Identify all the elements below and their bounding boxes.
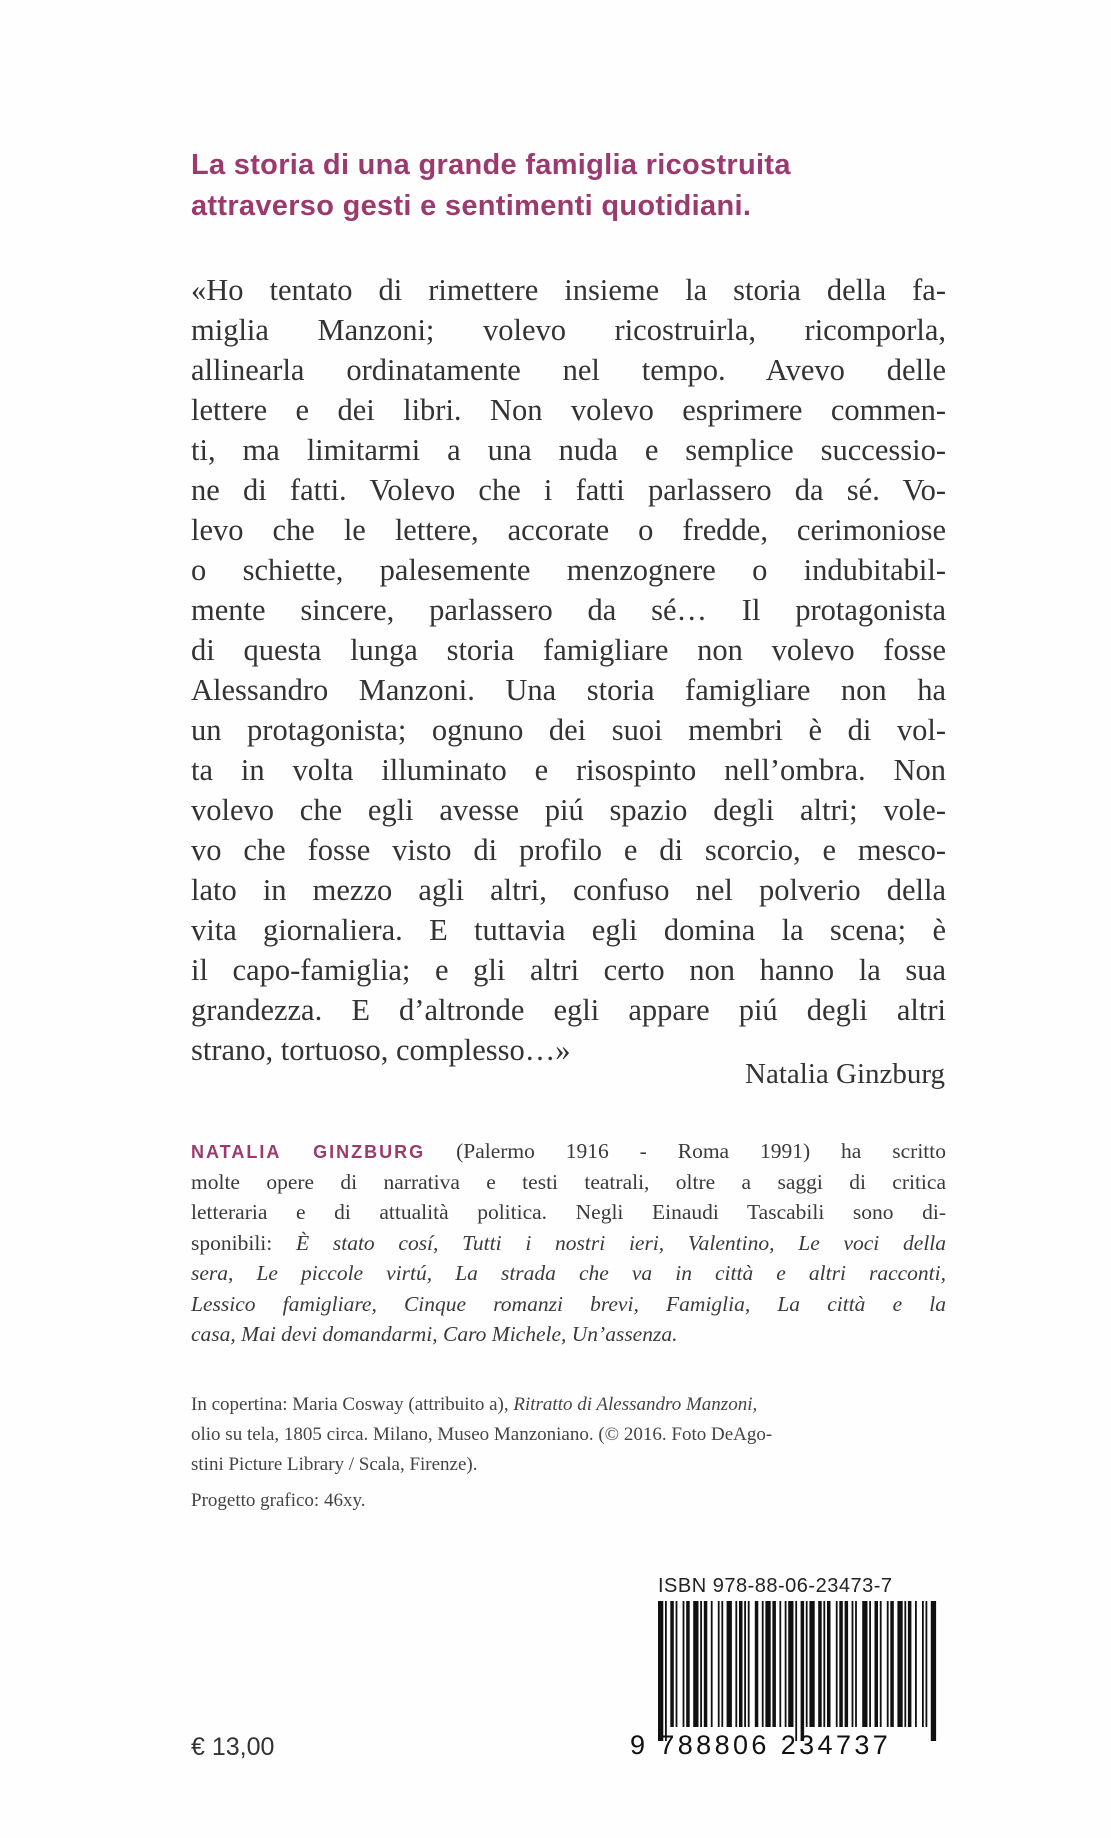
barcode-bar	[890, 1601, 894, 1727]
cover-credits	[191, 1390, 946, 1480]
quote-line: «Ho tentato di rimettere insieme la storia della fa-	[191, 273, 946, 307]
bio-titles: È stato cosí, Tutti i nostri ieri, Valentino, Le voci della	[295, 1230, 947, 1255]
barcode-bar	[915, 1601, 917, 1727]
barcode-bar	[670, 1601, 674, 1727]
quote-line: Alessandro Manzoni. Una storia famigliare non ha	[191, 673, 946, 707]
barcode-bar	[686, 1601, 690, 1727]
credit-line: stini Picture Library / Scala, Firenze).	[191, 1454, 478, 1475]
barcode-bar	[785, 1601, 787, 1727]
quote-line: strano, tortuoso, complesso…»	[191, 1033, 571, 1067]
graphic-design-credit: Progetto grafico: 46xy.	[191, 1490, 366, 1511]
quote-line: grandezza. E d’altronde egli appare piú degli altri	[191, 993, 946, 1027]
bio-dates: (Palermo 1916 - Roma 1991) ha scritto	[456, 1139, 946, 1163]
barcode-bar	[665, 1601, 667, 1741]
barcode-bar	[855, 1601, 857, 1727]
barcode-bar	[875, 1601, 879, 1727]
quote-line: vo che fosse visto di profilo e di scorcio, e mesco-	[191, 833, 946, 867]
barcode-bar	[658, 1601, 663, 1741]
barcode-bar	[683, 1601, 685, 1727]
barcode-bar	[818, 1601, 822, 1727]
barcode-bar	[765, 1601, 770, 1727]
barcode-bar	[836, 1601, 838, 1727]
bio-line	[191, 1319, 946, 1350]
barcode-bar	[887, 1601, 889, 1727]
barcode-bar	[755, 1601, 759, 1727]
bio-prefix: sponibili:	[191, 1230, 296, 1255]
bio-line	[191, 1289, 946, 1320]
bio-line	[191, 1136, 946, 1167]
credit-prefix: In copertina: Maria Cosway (attribuito a),	[191, 1394, 514, 1415]
bio-line	[191, 1258, 946, 1289]
barcode-bar	[880, 1601, 882, 1727]
barcode-bar	[801, 1601, 805, 1741]
quote-line: levo che le lettere, accorate o fredde, cerimoniose	[191, 513, 946, 547]
quote-line: mente sincere, parlassero da sé… Il protagonista	[191, 593, 946, 627]
barcode	[658, 1601, 940, 1741]
barcode-bar	[711, 1601, 713, 1727]
barcode-bar	[779, 1601, 781, 1727]
barcode-bar	[718, 1601, 720, 1727]
barcode-bar	[704, 1601, 708, 1727]
barcode-bar	[676, 1601, 678, 1727]
quote-signature: Natalia Ginzburg	[745, 1058, 945, 1090]
quote-line: lato in mezzo agli altri, confuso nel polverio della	[191, 873, 946, 907]
barcode-bar	[931, 1601, 936, 1741]
barcode-bar	[897, 1601, 902, 1727]
barcode-bar	[700, 1601, 702, 1727]
isbn-label: ISBN 978-88-06-23473-7	[658, 1575, 893, 1597]
quote-line: miglia Manzoni; volevo ricostruirla, ricomporla,	[191, 313, 946, 347]
author-quote	[191, 270, 946, 1070]
barcode-bar	[823, 1601, 825, 1727]
credit-line	[191, 1390, 946, 1420]
barcode-bar	[727, 1601, 732, 1727]
barcode-bar	[739, 1601, 743, 1727]
quote-line: volevo che egli avesse piú spazio degli altri; vole-	[191, 793, 946, 827]
barcode-bar	[744, 1601, 746, 1727]
author-name: NATALIA GINZBURG	[191, 1142, 426, 1162]
bio-titles: Lessico famigliare, Cinque romanzi brevi, Famiglia, La città e la	[191, 1291, 946, 1316]
barcode-bar	[852, 1601, 854, 1727]
barcode-bar	[809, 1601, 814, 1727]
credit-line: olio su tela, 1805 circa. Milano, Museo Manzoniano. (© 2016. Foto DeAgo-	[191, 1424, 773, 1445]
barcode-bar	[839, 1601, 843, 1727]
quote-line: un protagonista; ognuno dei suoi membri è di vol-	[191, 713, 946, 747]
bio-titles: sera, Le piccole virtú, La strada che va in città e altri racconti,	[191, 1261, 946, 1285]
quote-line: il capo-famiglia; e gli altri certo non hanno la sua	[191, 953, 946, 987]
barcode-bar	[862, 1601, 867, 1727]
barcode-bar	[788, 1601, 793, 1727]
barcode-bar	[827, 1601, 831, 1727]
barcode-bar	[922, 1601, 924, 1727]
barcode-bar	[869, 1601, 871, 1727]
barcode-bar	[748, 1601, 750, 1727]
barcode-bar	[908, 1601, 912, 1727]
price: € 13,00	[191, 1733, 275, 1761]
barcode-digits: 9 788806 234737	[630, 1730, 892, 1760]
quote-line: ti, ma limitarmi a una nuda e semplice successio-	[191, 433, 946, 467]
quote-line: ne di fatti. Volevo che i fatti parlassero da sé. Vo-	[191, 473, 946, 507]
quote-line: vita giornaliera. E tuttavia egli domina la scena; è	[191, 913, 946, 947]
artwork-title: Ritratto di Alessandro Manzoni,	[513, 1394, 758, 1415]
quote-line: lettere e dei libri. Non volevo esprimere commen-	[191, 393, 946, 427]
barcode-bar	[762, 1601, 764, 1727]
author-bio	[191, 1136, 946, 1350]
barcode-bar	[772, 1601, 776, 1727]
quote-line: o schiette, palesemente menzognere o indubitabil-	[191, 553, 946, 587]
bio-line	[191, 1228, 946, 1259]
barcode-bar	[693, 1601, 698, 1727]
barcode-bar	[795, 1601, 797, 1741]
quote-line: di questa lunga storia famigliare non volevo fosse	[191, 633, 946, 667]
bio-line: letteraria e di attualità politica. Negli Einaudi Tascabili sono di-	[191, 1200, 946, 1224]
barcode-bar	[735, 1601, 737, 1727]
tagline	[191, 145, 951, 227]
quote-line: allinearla ordinatamente nel tempo. Avevo delle	[191, 353, 946, 387]
barcode-bar	[806, 1601, 808, 1727]
barcode-bar	[845, 1601, 849, 1727]
barcode-bar	[926, 1601, 928, 1727]
bio-titles: casa, Mai devi domandarmi, Caro Michele, Un’assenza.	[191, 1322, 678, 1346]
tagline-line-1: La storia di una grande famiglia ricostruita	[191, 149, 791, 181]
bio-line: molte opere di narrativa e testi teatrali, oltre a saggi di critica	[191, 1169, 946, 1194]
tagline-line-2: attraverso gesti e sentimenti quotidiani.	[191, 190, 752, 222]
quote-line: ta in volta illuminato e risospinto nell’ombra. Non	[191, 753, 946, 787]
barcode-bar	[904, 1601, 906, 1727]
barcode-bar	[721, 1601, 723, 1727]
